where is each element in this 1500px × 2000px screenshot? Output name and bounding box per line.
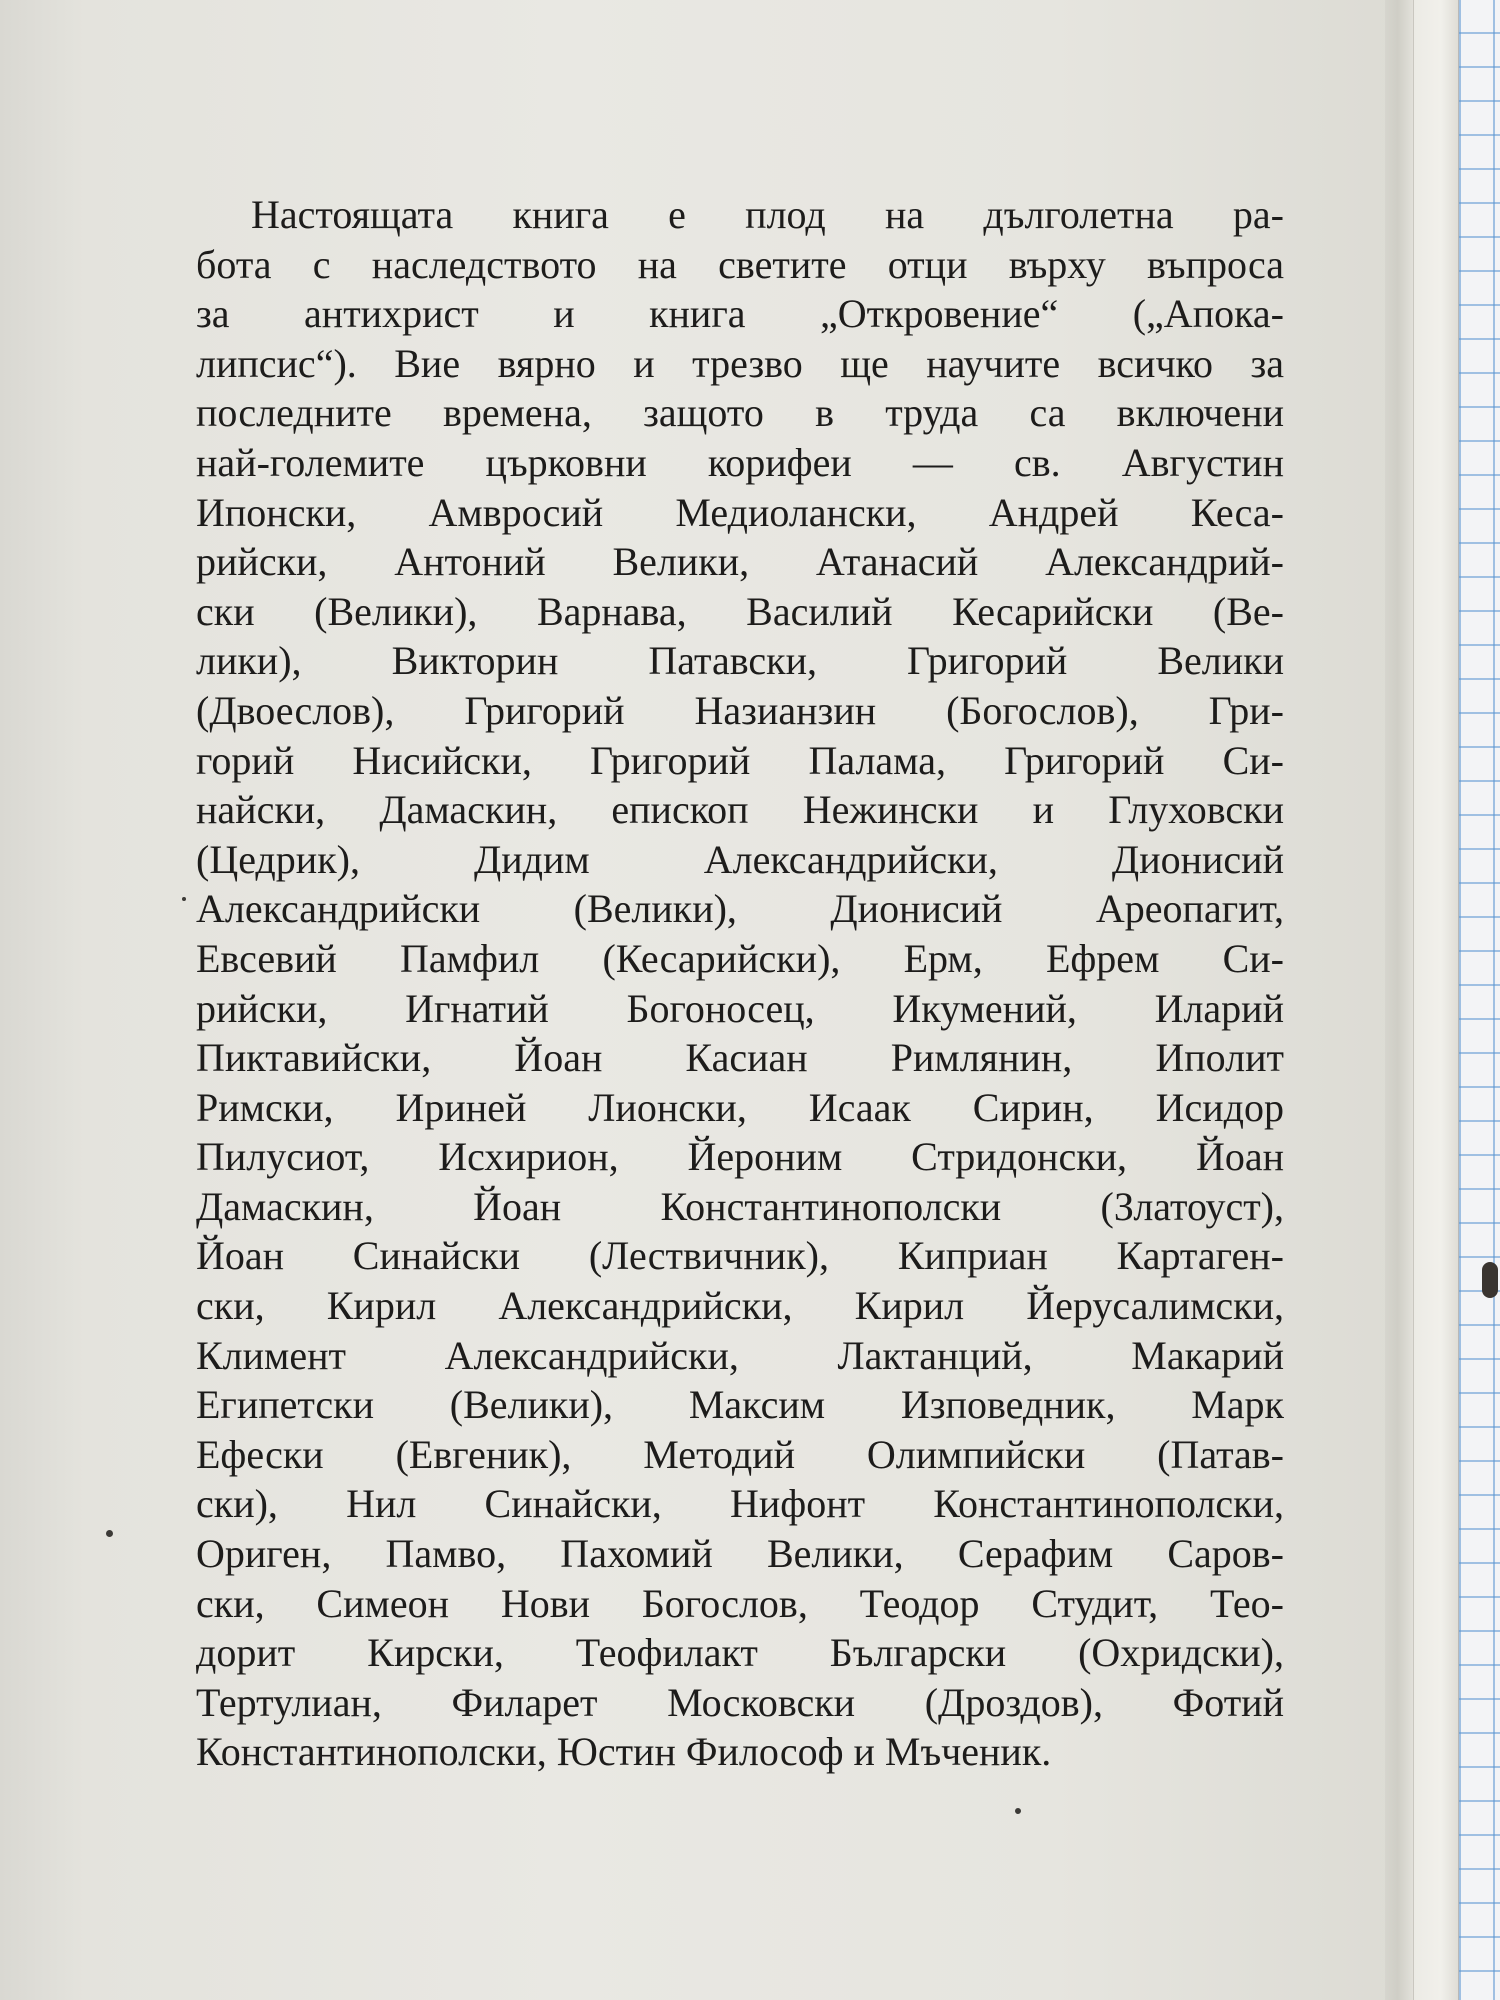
text-line: Пилусиот, Исхирион, Йероним Стридонски, Йоан: [196, 1134, 1284, 1180]
text-line: (Цедрик), Дидим Александрийски, Дионисий: [196, 836, 1284, 882]
text-line: Ипонски, Амвросий Медиолански, Андрей Кеса-: [196, 489, 1284, 535]
cover-fold: [1385, 0, 1413, 2000]
text-line: Пиктавийски, Йоан Касиан Римлянин, Иполит: [196, 1035, 1284, 1081]
dust-speck: [182, 897, 186, 901]
dust-speck: [106, 1530, 113, 1537]
text-line: ски, Кирил Александрийски, Кирил Йерусалимски,: [196, 1283, 1284, 1329]
text-line: (Двоеслов), Григорий Назианзин (Богослов), Гри-: [196, 687, 1284, 733]
text-line: Римски, Ириней Лионски, Исаак Сирин, Исидор: [196, 1084, 1284, 1130]
text-line: Йоан Синайски (Лествичник), Киприан Картаген-: [196, 1233, 1284, 1279]
text-line: бота с наследството на светите отци върху въпроса: [196, 241, 1284, 287]
text-line: найски, Дамаскин, епископ Нежински и Глуховски: [196, 787, 1284, 833]
text-line: Настоящата книга е плод на дълголетна ра-: [251, 192, 1284, 237]
text-line: последните времена, защото в труда са включени: [196, 390, 1284, 436]
text-line: липсис“). Вие вярно и трезво ще научите всичко за: [196, 340, 1284, 386]
text-line: Тертулиан, Филарет Московски (Дроздов), Фотий: [196, 1679, 1284, 1725]
binder-clip-mark: [1482, 1262, 1498, 1298]
text-line: Ориген, Памво, Пахомий Велики, Серафим Саров-: [196, 1531, 1284, 1577]
text-line: Константинополски, Юстин Философ и Мъченик.: [196, 1729, 1052, 1775]
text-line: ски (Велики), Варнава, Василий Кесарийски (Ве-: [196, 588, 1284, 634]
text-line: за антихрист и книга „Откровение“ („Апока-: [196, 291, 1284, 337]
cover-flap: [1413, 0, 1459, 2000]
text-line: най-големите църковни корифеи — св. Августин: [196, 439, 1284, 485]
text-line: Египетски (Велики), Максим Изповедник, Марк: [196, 1382, 1284, 1428]
grid-paper-background: [1458, 0, 1500, 2000]
text-line: Дамаскин, Йоан Константинополски (Златоуст),: [196, 1183, 1284, 1229]
text-line: лики), Викторин Патавски, Григорий Велики: [196, 638, 1284, 684]
annotation-text: [196, 190, 1284, 1777]
text-line: Ефески (Евгеник), Методий Олимпийски (Патав-: [196, 1431, 1284, 1477]
text-line: ски, Симеон Нови Богослов, Теодор Студит, Тео-: [196, 1580, 1284, 1626]
text-line: Евсевий Памфил (Кесарийски), Ерм, Ефрем Си-: [196, 935, 1284, 981]
text-line: Климент Александрийски, Лактанций, Макарий: [196, 1332, 1284, 1378]
text-line: рийски, Антоний Велики, Атанасий Александрий-: [196, 539, 1284, 585]
text-line: дорит Кирски, Теофилакт Български (Охридски),: [196, 1630, 1284, 1676]
dust-speck: [1015, 1808, 1021, 1814]
text-line: Александрийски (Велики), Дионисий Ареопагит,: [196, 886, 1284, 932]
text-line: ски), Нил Синайски, Нифонт Константинополски,: [196, 1481, 1284, 1527]
text-line: рийски, Игнатий Богоносец, Икумений, Иларий: [196, 985, 1284, 1031]
text-line: горий Нисийски, Григорий Палама, Григорий Си-: [196, 737, 1284, 783]
